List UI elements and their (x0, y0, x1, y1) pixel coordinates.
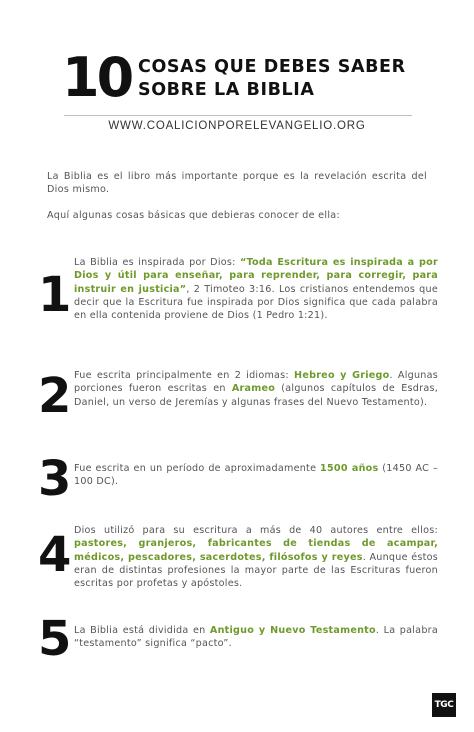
header (62, 48, 422, 108)
item-text: La Biblia es inspirada por Dios: “Toda Escritura es inspirada a por Dios y útil para enseñar, para reprender, para corregir, para instruir en justicia”, 2 Timoteo 3:16. Los cristianos entendemos que decir que la Escritura fue inspirada por Dios significa que cada palabra en ella contenida proviene de Dios (1 Pedro 1:21). (74, 257, 438, 322)
highlight: Antiguo y Nuevo Testamento (209, 625, 376, 636)
item-number: 5 (38, 611, 72, 667)
item-number: 4 (38, 527, 72, 583)
title-line-1: COSAS QUE DEBES SABER (138, 57, 406, 77)
divider (64, 115, 412, 116)
tgc-logo: TGC (432, 693, 456, 717)
item-text: Dios utilizó para su escritura a más de 40 autores entre ellos: pastores, granjeros, fabricantes de tiendas de acampar, médicos, pescadores, sacerdotes, filósofos y reyes. Aunque éstos eran de distintas profesiones la mayor parte de las Escrituras fueron escritas por profetas y apóstoles. (74, 525, 438, 590)
item-text: La Biblia está dividida en Antiguo y Nuevo Testamento. La palabra “testamento” significa “pacto”. (74, 625, 438, 650)
item-text: Fue escrita en un período de aproximadamente 1500 años (1450 AC – 100 DC). (74, 463, 438, 488)
intro-paragraph: La Biblia es el libro más importante porque es la revelación escrita del Dios mismo. (47, 171, 427, 195)
highlight: 1500 años (320, 463, 379, 474)
highlight: “Toda Escritura es inspirada a por Dios y útil para enseñar, para reprender, para corregir, para instruir en justicia” (74, 257, 438, 295)
highlight: pastores, granjeros, fabricantes de tiendas de acampar, médicos, pescadores, sacerdotes, filósofos y reyes (74, 538, 438, 563)
website-url: WWW.COALICIONPORELEVANGELIO.ORG (108, 120, 366, 132)
highlight: Arameo (231, 383, 276, 395)
big-number-ten: 10 (62, 46, 132, 109)
intro-lead: Aquí algunas cosas básicas que debieras conocer de ella: (47, 210, 340, 221)
item-number: 2 (38, 368, 72, 424)
page-title (138, 56, 406, 102)
item-text: Fue escrita principalmente en 2 idiomas: Hebreo y Griego. Algunas porciones fueron escritas en Arameo (algunos capítulos de Esdras, Daniel, un verso de Jeremías y algunas frases del Nuevo Testamento). (74, 370, 438, 408)
title-line-2: SOBRE LA BIBLIA (138, 80, 315, 100)
item-number: 3 (38, 451, 72, 507)
item-number: 1 (38, 267, 72, 323)
highlight: Hebreo y Griego (294, 370, 390, 381)
